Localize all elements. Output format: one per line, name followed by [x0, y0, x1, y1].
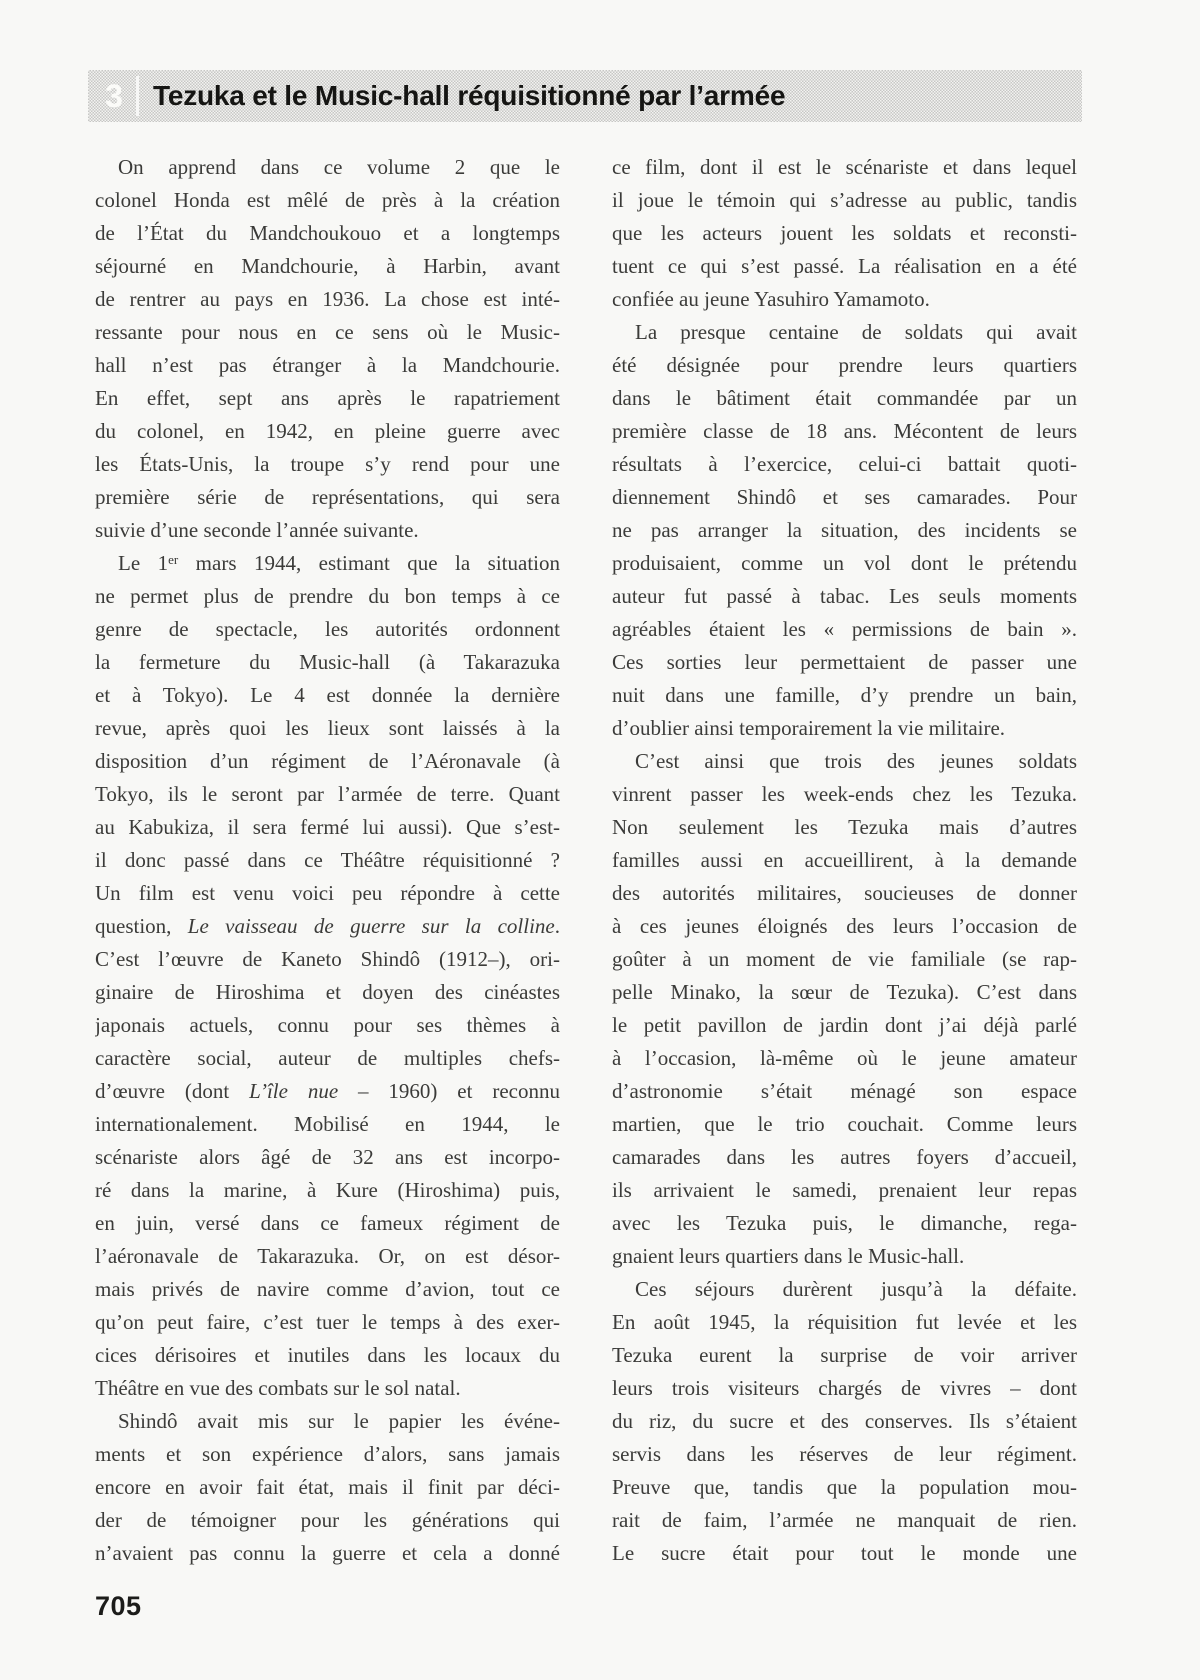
text-line: tuent ce qui s’est passé. La réalisation en a été	[612, 254, 1077, 278]
text-line: dans le bâtiment était commandée par un	[612, 386, 1077, 410]
text-line: ce film, dont il est le scénariste et dans lequel	[612, 155, 1077, 179]
text-line: japonais actuels, connu pour ses thèmes à	[95, 1013, 560, 1037]
chapter-divider	[136, 76, 139, 116]
text-line: à l’occasion, là-même où le jeune amateur	[612, 1046, 1077, 1070]
text-line: ments et son expérience d’alors, sans jamais	[95, 1442, 560, 1466]
text-line: internationalement. Mobilisé en 1944, le	[95, 1112, 560, 1136]
text-line: On apprend dans ce volume 2 que le	[118, 155, 560, 179]
text-line: ne pas arranger la situation, des incidents se	[612, 518, 1077, 542]
text-line: à ces jeunes éloignés des leurs l’occasion de	[612, 914, 1077, 938]
text-line: leurs trois visiteurs chargés de vivres – dont	[612, 1376, 1077, 1400]
text-line: des autorités militaires, soucieuses de donner	[612, 881, 1077, 905]
text-line: d’astronomie s’était ménagé son espace	[612, 1079, 1077, 1103]
text-line: goûter à un moment de vie familiale (se rap-	[612, 947, 1077, 971]
chapter-header-band	[88, 70, 1082, 122]
text-line: les États-Unis, la troupe s’y rend pour une	[95, 452, 560, 476]
text-line: rait de faim, l’armée ne manquait de rien.	[612, 1508, 1077, 1532]
text-line: de l’État du Mandchoukouo et a longtemps	[95, 221, 560, 245]
text-line: et à Tokyo). Le 4 est donnée la dernière	[95, 683, 560, 707]
text-line: Preuve que, tandis que la population mou-	[612, 1475, 1077, 1499]
text-line: avec les Tezuka puis, le dimanche, rega-	[612, 1211, 1077, 1235]
text-line: Tokyo, ils le seront par l’armée de terre. Quant	[95, 782, 560, 806]
text-line: première série de représentations, qui sera	[95, 485, 560, 509]
text-line: Théâtre en vue des combats sur le sol natal.	[95, 1376, 461, 1400]
text-line: l’aéronavale de Takarazuka. Or, on est désor-	[95, 1244, 560, 1268]
text-line: n’avaient pas connu la guerre et cela a donné	[95, 1541, 560, 1565]
text-line: suivie d’une seconde l’année suivante.	[95, 518, 419, 542]
text-line: disposition d’un régiment de l’Aéronavale (à	[95, 749, 560, 773]
text-line: d’œuvre (dont L’île nue – 1960) et reconnu	[95, 1079, 560, 1103]
text-line: encore en avoir fait état, mais il finit par déci-	[95, 1475, 560, 1499]
text-line: familles aussi en accueillirent, à la demande	[612, 848, 1077, 872]
text-line: scénariste alors âgé de 32 ans est incorpo-	[95, 1145, 560, 1169]
text-line: question, Le vaisseau de guerre sur la colline.	[95, 914, 560, 938]
text-line: il donc passé dans ce Théâtre réquisitionné ?	[95, 848, 560, 872]
text-line: ginaire de Hiroshima et doyen des cinéastes	[95, 980, 560, 1004]
text-line: ré dans la marine, à Kure (Hiroshima) puis,	[95, 1178, 560, 1202]
text-line: nuit dans une famille, d’y prendre un bain,	[612, 683, 1077, 707]
text-line: Tezuka eurent la surprise de voir arriver	[612, 1343, 1077, 1367]
text-line: il joue le témoin qui s’adresse au public, tandis	[612, 188, 1077, 212]
text-line: confiée au jeune Yasuhiro Yamamoto.	[612, 287, 930, 311]
page-number: 705	[95, 1591, 142, 1621]
text-line: Shindô avait mis sur le papier les événe-	[118, 1409, 560, 1433]
text-line: caractère social, auteur de multiples chefs-	[95, 1046, 560, 1070]
text-line: que les acteurs jouent les soldats et reconsti-	[612, 221, 1077, 245]
text-line: En effet, sept ans après le rapatriement	[95, 386, 560, 410]
text-line: mais privés de navire comme d’avion, tout ce	[95, 1277, 560, 1301]
text-line: La presque centaine de soldats qui avait	[635, 320, 1077, 344]
text-line: en juin, versé dans ce fameux régiment de	[95, 1211, 560, 1235]
text-line: produisaient, comme un vol dont le prétendu	[612, 551, 1077, 575]
text-line: au Kabukiza, il sera fermé lui aussi). Que s’est-	[95, 815, 560, 839]
text-line: servis dans les réserves de leur régiment.	[612, 1442, 1077, 1466]
text-line: résultats à l’exercice, celui-ci battait quoti-	[612, 452, 1077, 476]
text-line: ressante pour nous en ce sens où le Music-	[95, 320, 560, 344]
text-line: En août 1945, la réquisition fut levée et les	[612, 1310, 1077, 1334]
text-line: Non seulement les Tezuka mais d’autres	[612, 815, 1077, 839]
text-line: diennement Shindô et ses camarades. Pour	[612, 485, 1077, 509]
text-column-right	[612, 151, 1077, 1570]
text-line: Le sucre était pour tout le monde une	[612, 1541, 1077, 1565]
text-line: hall n’est pas étranger à la Mandchourie.	[95, 353, 560, 377]
text-line: revue, après quoi les lieux sont laissés à la	[95, 716, 560, 740]
text-line: martien, que le trio couchait. Comme leurs	[612, 1112, 1077, 1136]
text-line: qu’on peut faire, c’est tuer le temps à des exer-	[95, 1310, 560, 1334]
text-line: C’est ainsi que trois des jeunes soldats	[635, 749, 1077, 773]
text-line: ne permet plus de prendre du bon temps à ce	[95, 584, 560, 608]
text-line: pelle Minako, la sœur de Tezuka). C’est dans	[612, 980, 1077, 1004]
text-line: auteur fut passé à tabac. Les seuls moments	[612, 584, 1077, 608]
text-line: d’oublier ainsi temporairement la vie militaire.	[612, 716, 1006, 740]
text-line: C’est l’œuvre de Kaneto Shindô (1912–), ori-	[95, 947, 560, 971]
text-line: été désignée pour prendre leurs quartiers	[612, 353, 1077, 377]
text-line: ils arrivaient le samedi, prenaient leur repas	[612, 1178, 1077, 1202]
text-line: séjourné en Mandchourie, à Harbin, avant	[95, 254, 560, 278]
chapter-number: 3	[105, 77, 123, 114]
text-line: du riz, du sucre et des conserves. Ils s’étaient	[612, 1409, 1077, 1433]
text-column-left	[95, 151, 560, 1570]
text-line: camarades dans les autres foyers d’accueil,	[612, 1145, 1077, 1169]
text-line: vinrent passer les week-ends chez les Tezuka.	[612, 782, 1077, 806]
text-line: gnaient leurs quartiers dans le Music-hall.	[612, 1244, 965, 1268]
text-line: première classe de 18 ans. Mécontent de leurs	[612, 419, 1077, 443]
text-line: colonel Honda est mêlé de près à la création	[95, 188, 560, 212]
chapter-title: Tezuka et le Music-hall réquisitionné par l’armée	[153, 80, 786, 111]
text-line: du colonel, en 1942, en pleine guerre avec	[95, 419, 560, 443]
text-line: Le 1er mars 1944, estimant que la situation	[118, 551, 560, 575]
text-line: agréables étaient les « permissions de bain ».	[612, 617, 1077, 641]
text-line: Ces séjours durèrent jusqu’à la défaite.	[635, 1277, 1077, 1301]
text-line: la fermeture du Music-hall (à Takarazuka	[95, 650, 560, 674]
text-line: cices dérisoires et inutiles dans les locaux du	[95, 1343, 560, 1367]
text-line: de rentrer au pays en 1936. La chose est inté-	[95, 287, 560, 311]
text-line: genre de spectacle, les autorités ordonnent	[95, 617, 560, 641]
text-line: le petit pavillon de jardin dont j’ai déjà parlé	[612, 1013, 1077, 1037]
text-line: Un film est venu voici peu répondre à cette	[95, 881, 560, 905]
text-line: der de témoigner pour les générations qui	[95, 1508, 560, 1532]
text-line: Ces sorties leur permettaient de passer une	[612, 650, 1077, 674]
body-text	[95, 151, 1077, 1570]
